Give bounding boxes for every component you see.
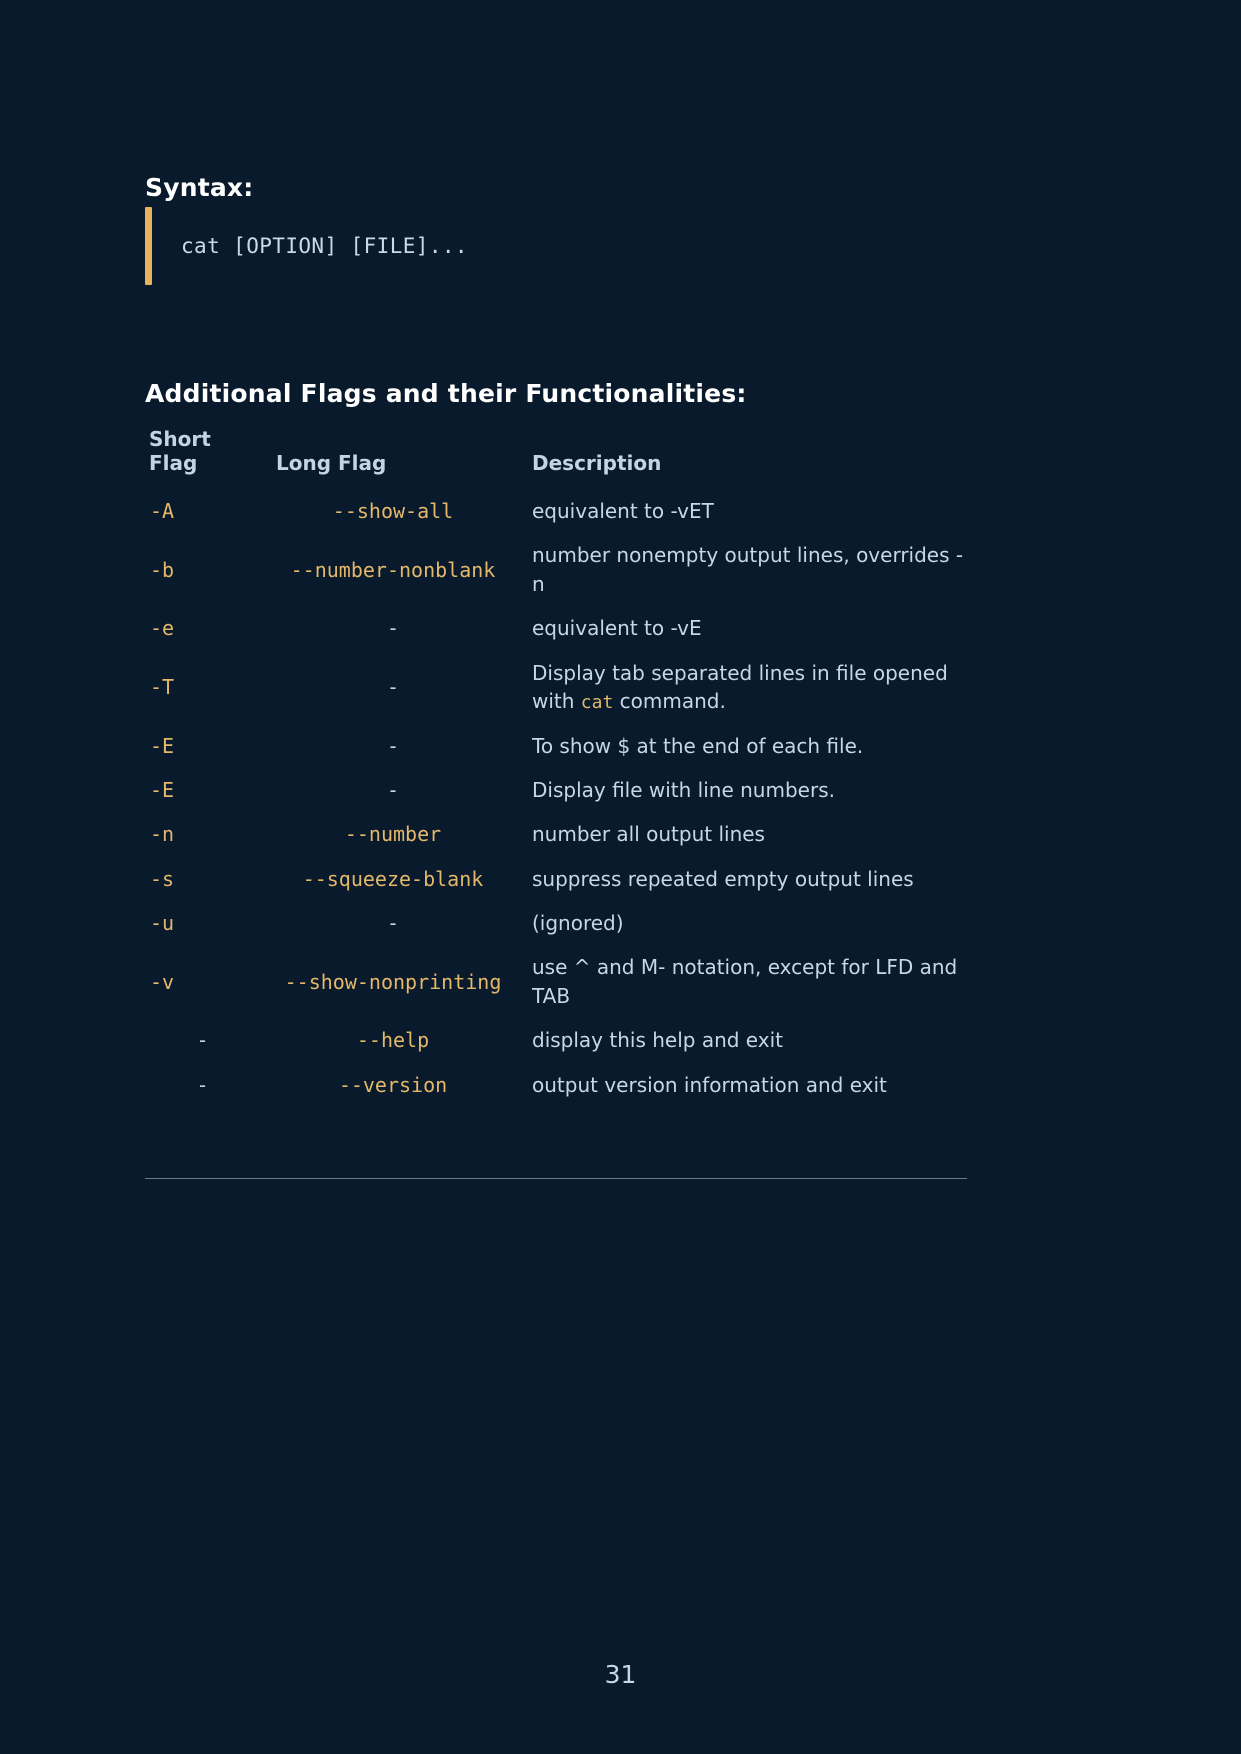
cell-short-flag: -v bbox=[150, 969, 175, 994]
cell-description: number nonempty output lines, overrides -n bbox=[532, 543, 964, 596]
cell-long-flag: --version bbox=[338, 1072, 448, 1097]
cell-long-flag: --number bbox=[344, 822, 442, 847]
callout-accent-bar bbox=[145, 207, 152, 285]
flags-table-head bbox=[145, 420, 967, 489]
cell-long-flag: - bbox=[386, 777, 400, 802]
cell-short-flag: -n bbox=[150, 822, 175, 847]
syntax-code-callout bbox=[145, 207, 468, 285]
cell-short-flag: -e bbox=[150, 616, 175, 641]
syntax-code-text: cat [OPTION] [FILE]... bbox=[181, 234, 468, 258]
cell-long-flag: - bbox=[386, 616, 400, 641]
cell-short-flag: -s bbox=[150, 866, 175, 891]
table-row bbox=[145, 768, 967, 812]
additional-flags-heading: Additional Flags and their Functionalities: bbox=[145, 378, 747, 408]
table-row bbox=[145, 901, 967, 945]
cell-description: Display file with line numbers. bbox=[532, 777, 835, 802]
cell-description: output version information and exit bbox=[532, 1072, 887, 1097]
inline-code-cat: cat bbox=[580, 691, 614, 713]
cell-description: use ^ and M- notation, except for LFD and TAB bbox=[532, 955, 958, 1008]
cell-description: equivalent to -vET bbox=[532, 499, 714, 523]
table-row bbox=[145, 945, 967, 1018]
cell-short-flag: -E bbox=[150, 777, 175, 802]
table-row bbox=[145, 1018, 967, 1062]
cell-description: suppress repeated empty output lines bbox=[532, 866, 914, 891]
table-row bbox=[145, 533, 967, 606]
table-bottom-rule bbox=[145, 1178, 967, 1179]
description-text-before: Display tab separated lines in file opened with bbox=[532, 660, 948, 713]
cell-long-flag: --help bbox=[356, 1028, 430, 1053]
table-row bbox=[145, 489, 967, 533]
cell-long-flag: --number-nonblank bbox=[290, 557, 496, 582]
column-header-description: Description bbox=[532, 451, 662, 475]
cell-description: number all output lines bbox=[532, 822, 765, 847]
cell-description: display this help and exit bbox=[532, 1028, 783, 1053]
cell-long-flag: - bbox=[386, 733, 400, 758]
table-row bbox=[145, 1063, 967, 1107]
cell-long-flag: - bbox=[386, 674, 400, 699]
cell-long-flag: --squeeze-blank bbox=[302, 866, 484, 891]
cell-description: To show $ at the end of each file. bbox=[532, 733, 864, 758]
description-text-after: command. bbox=[613, 688, 726, 713]
syntax-heading: Syntax: bbox=[145, 172, 254, 202]
table-row bbox=[145, 857, 967, 901]
cell-short-flag: - bbox=[196, 1072, 209, 1097]
cell-short-flag: -b bbox=[150, 557, 175, 582]
cell-long-flag: --show-nonprinting bbox=[284, 969, 502, 994]
cell-long-flag: --show-all bbox=[332, 499, 454, 523]
cell-short-flag: -u bbox=[150, 911, 175, 936]
cell-description bbox=[510, 651, 967, 724]
table-row bbox=[145, 724, 967, 768]
cell-short-flag: -E bbox=[150, 733, 175, 758]
cell-long-flag: - bbox=[386, 911, 400, 936]
column-header-long-flag: Long Flag bbox=[276, 451, 387, 475]
cell-description: equivalent to -vE bbox=[532, 616, 702, 641]
cell-short-flag: - bbox=[196, 1028, 209, 1053]
table-header-row bbox=[145, 420, 967, 489]
cell-short-flag: -T bbox=[150, 674, 175, 699]
flags-table-body bbox=[145, 489, 967, 1107]
column-header-short-flag: Short Flag bbox=[149, 427, 211, 475]
page-number: 31 bbox=[604, 1660, 637, 1689]
table-row bbox=[145, 606, 967, 650]
cell-short-flag: -A bbox=[150, 499, 175, 523]
flags-table bbox=[145, 420, 967, 1107]
cell-description: (ignored) bbox=[532, 911, 624, 936]
table-row bbox=[145, 651, 967, 724]
table-row bbox=[145, 812, 967, 856]
